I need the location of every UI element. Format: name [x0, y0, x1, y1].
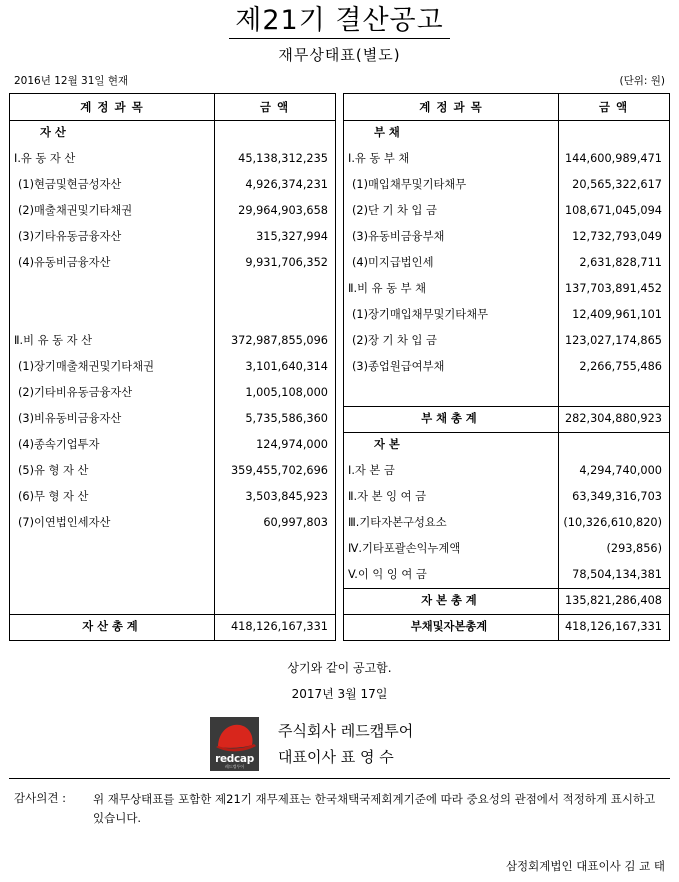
- auditor-signature: 삼정회계법인 대표이사 김 교 태: [505, 859, 665, 873]
- total-row: [344, 614, 669, 640]
- amount-header: 금 액: [598, 100, 629, 114]
- account-label: (4)유동비금융자산: [18, 256, 111, 269]
- table-row: [344, 172, 669, 198]
- amount-value: 4,294,740,000: [579, 464, 662, 477]
- amount-value: 282,304,880,923: [564, 412, 662, 425]
- account-label: (1)매입채무및기타채무: [352, 178, 467, 191]
- company-logo: [210, 717, 259, 771]
- table-row: [344, 146, 669, 172]
- table-row: [10, 172, 335, 198]
- table-row: [10, 380, 335, 406]
- account-label: (3)종업원급여부채: [352, 360, 445, 373]
- amount-value: 78,504,134,381: [572, 568, 662, 581]
- unit-label: (단위: 원): [619, 75, 665, 87]
- amount-value: [214, 302, 328, 328]
- table-row: [344, 120, 669, 146]
- total-row: [10, 614, 335, 640]
- amount-value: 20,565,322,617: [572, 178, 662, 191]
- table-row: [344, 198, 669, 224]
- account-label: V.이 익 잉 여 금: [348, 568, 427, 581]
- account-label: [10, 536, 210, 562]
- table-row: [10, 354, 335, 380]
- notice-statement: 상기와 같이 공고함.: [287, 661, 392, 675]
- amount-header: 금 액: [259, 100, 290, 114]
- amount-value: 372,987,855,096: [230, 334, 328, 347]
- amount-value: [214, 120, 328, 146]
- amount-value: 144,600,989,471: [564, 152, 662, 165]
- account-label: [344, 380, 554, 406]
- account-label: (2)매출채권및기타채권: [18, 204, 133, 217]
- table-row: [344, 432, 669, 458]
- amount-value: [558, 432, 662, 458]
- table-row: [10, 458, 335, 484]
- amount-value: [558, 120, 662, 146]
- amount-value: 60,997,803: [263, 516, 328, 529]
- report-date: 2016년 12월 31일 현재: [14, 75, 129, 87]
- account-label: Ⅱ.자 본 잉 여 금: [348, 490, 427, 503]
- account-label: (6)무 형 자 산: [18, 490, 89, 503]
- table-row: [344, 562, 669, 588]
- table-row: [10, 120, 335, 146]
- table-row: [344, 354, 669, 380]
- table-row: [10, 198, 335, 224]
- blank-row: [10, 536, 335, 562]
- amount-value: 12,732,793,049: [572, 230, 662, 243]
- account-label: Ⅰ.자 본 금: [348, 464, 395, 477]
- amount-value: 418,126,167,331: [564, 620, 662, 633]
- account-label: [10, 562, 210, 588]
- table-row: [10, 432, 335, 458]
- amount-value: 29,964,903,658: [238, 204, 328, 217]
- account-label: (3)비유동비금융자산: [18, 412, 122, 425]
- account-label: 부 채 총 계: [421, 412, 477, 425]
- table-row: [344, 536, 669, 562]
- amount-value: [214, 276, 328, 302]
- account-label: 자 본 총 계: [421, 594, 477, 607]
- table-row: [344, 484, 669, 510]
- account-label: 부채및자본총계: [410, 620, 488, 633]
- table-row: [10, 146, 335, 172]
- amount-value: 12,409,961,101: [572, 308, 662, 321]
- statement-subtitle: 재무상태표(별도): [278, 46, 401, 64]
- blank-row: [344, 380, 669, 406]
- amount-value: 135,821,286,408: [564, 594, 662, 607]
- account-label: (2)기타비유동금융자산: [18, 386, 133, 399]
- account-label: 자 산: [40, 126, 66, 139]
- amount-value: (10,326,610,820): [563, 516, 662, 529]
- account-label: [10, 276, 210, 302]
- notice-title: 제21기 결산공고: [0, 4, 679, 39]
- audit-opinion-label: 감사의견 :: [14, 791, 66, 805]
- account-label: 자 산 총 계: [82, 620, 138, 633]
- account-label: Ⅰ.유 동 부 채: [348, 152, 410, 165]
- amount-value: 2,631,828,711: [579, 256, 662, 269]
- table-row: [344, 458, 669, 484]
- amount-value: [214, 536, 328, 562]
- amount-value: 2,266,755,486: [579, 360, 662, 373]
- amount-value: 45,138,312,235: [238, 152, 328, 165]
- account-label: (1)장기매입채무및기타채무: [352, 308, 489, 321]
- table-row: [10, 224, 335, 250]
- blank-row: [10, 276, 335, 302]
- account-label: Ⅲ.기타자본구성요소: [348, 516, 447, 529]
- ceo-name: 대표이사 표 영 수: [278, 748, 394, 766]
- account-label: (4)종속기업투자: [18, 438, 100, 451]
- table-row: [344, 250, 669, 276]
- amount-value: 9,931,706,352: [245, 256, 328, 269]
- account-header: 계 정 과 목: [80, 100, 144, 114]
- amount-value: 359,455,702,696: [230, 464, 328, 477]
- account-label: Ⅱ.비 유 동 부 채: [348, 282, 427, 295]
- table-row: [10, 250, 335, 276]
- amount-value: 108,671,045,094: [564, 204, 662, 217]
- table-row: [10, 484, 335, 510]
- blank-row: [10, 588, 335, 614]
- company-name: 주식회사 레드캡투어: [278, 722, 414, 740]
- amount-value: 137,703,891,452: [564, 282, 662, 295]
- account-label: 부 채: [374, 126, 400, 139]
- notice-date: 2017년 3월 17일: [291, 687, 388, 701]
- account-label: [10, 588, 210, 614]
- account-label: (4)미지급법인세: [352, 256, 434, 269]
- table-row: [344, 302, 669, 328]
- amount-value: 124,974,000: [256, 438, 328, 451]
- account-label: (7)이연법인세자산: [18, 516, 111, 529]
- cap-icon: [210, 717, 259, 757]
- logo-subtext: 레드캡투어: [224, 764, 245, 769]
- amount-value: 63,349,316,703: [572, 490, 662, 503]
- account-label: Ⅰ.유 동 자 산: [14, 152, 76, 165]
- account-label: (1)장기매출채권및기타채권: [18, 360, 155, 373]
- liabilities-equity-table: [343, 93, 670, 641]
- table-row: [10, 328, 335, 354]
- table-row: [10, 510, 335, 536]
- account-label: Ⅳ.기타포괄손익누계액: [348, 542, 461, 555]
- account-label: (5)유 형 자 산: [18, 464, 89, 477]
- account-label: (2)단 기 차 입 금: [352, 204, 437, 217]
- table-row: [344, 276, 669, 302]
- logo-wordmark: redcap: [215, 753, 254, 765]
- amount-value: 4,926,374,231: [245, 178, 328, 191]
- amount-value: 123,027,174,865: [564, 334, 662, 347]
- table-row: [344, 224, 669, 250]
- amount-value: 1,005,108,000: [245, 386, 328, 399]
- total-row: [344, 588, 669, 614]
- table-row: [344, 510, 669, 536]
- total-row: [344, 406, 669, 432]
- amount-value: [558, 380, 662, 406]
- account-header: 계 정 과 목: [419, 100, 483, 114]
- assets-table: [9, 93, 336, 641]
- audit-opinion-text: 위 재무상태표를 포함한 제21기 재무제표는 한국채택국제회계기준에 따라 중요성의 관점에서 적정하게 표시하고 있습니다.: [93, 792, 656, 825]
- account-label: [10, 302, 210, 328]
- account-label: (1)현금및현금성자산: [18, 178, 122, 191]
- account-label: (2)장 기 차 입 금: [352, 334, 437, 347]
- account-label: Ⅱ.비 유 동 자 산: [14, 334, 93, 347]
- account-label: (3)기타유동금융자산: [18, 230, 122, 243]
- amount-value: 5,735,586,360: [245, 412, 328, 425]
- amount-value: (293,856): [606, 542, 662, 555]
- amount-value: 418,126,167,331: [230, 620, 328, 633]
- account-label: 자 본: [374, 438, 400, 451]
- amount-value: [214, 562, 328, 588]
- amount-value: 3,503,845,923: [245, 490, 328, 503]
- blank-row: [10, 562, 335, 588]
- amount-value: 315,327,994: [256, 230, 328, 243]
- table-row: [10, 406, 335, 432]
- amount-value: 3,101,640,314: [245, 360, 328, 373]
- blank-row: [10, 302, 335, 328]
- section-divider: [9, 778, 670, 779]
- table-row: [344, 328, 669, 354]
- account-label: (3)유동비금융부채: [352, 230, 445, 243]
- amount-value: [214, 588, 328, 614]
